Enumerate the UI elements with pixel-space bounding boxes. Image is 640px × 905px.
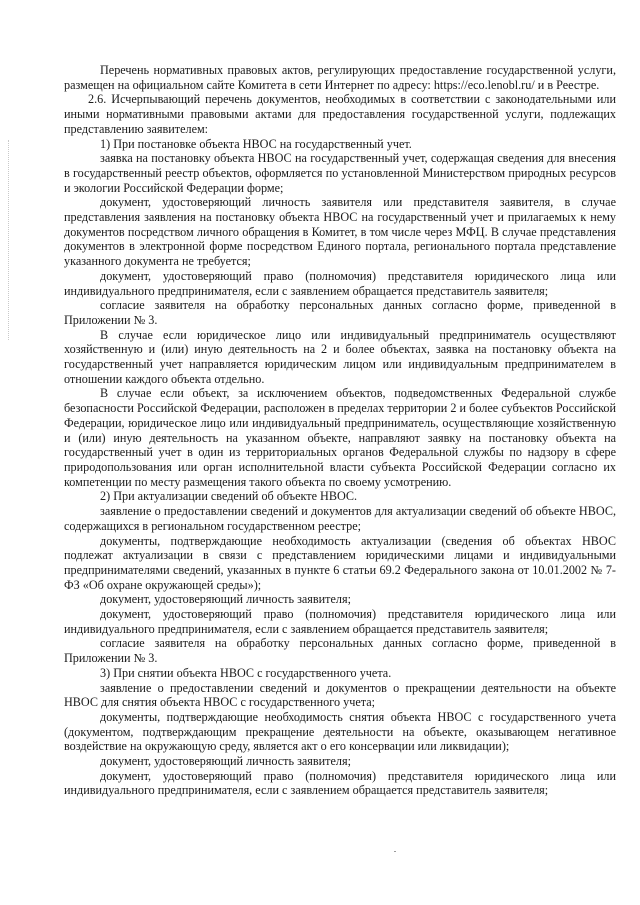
scan-artifact (394, 851, 396, 852)
paragraph: документы, подтверждающие необходимость снятия объекта НВОС с государственного учета (документом, подтверждающим прекращение деятельности на объекте, оказывающем негативное воздействие на окружающую среду, является акт о его консервации или ликвидации); (64, 709, 616, 754)
paragraph: документ, удостоверяющий личность заявителя; (100, 754, 351, 769)
paragraph: заявление о предоставлении сведений и документов для актуализации сведений об объекте НВОС, содержащихся в региональном государственном реестре; (64, 504, 616, 533)
paragraph: В случае если объект, за исключением объектов, подведомственных Федеральной службе безопасности Российской Федерации, расположен в пределах территории 2 и более субъектов Российской Федерации, юридическое лицо или индивидуальный предприниматель, осуществляющие хозяйственную и (или) иную деятельность на указанном объекте, направляют заявку на постановку объекта на государственный учет в один из территориальных органов Федеральной службы по надзору в сфере природопользования или орган исполнительной власти субъекта Российской Федерации согласно их компетенции по месту размещения такого объекта по своему усмотрению. (64, 386, 616, 489)
paragraph: В случае если юридическое лицо или индивидуальный предприниматель осуществляют хозяйственную и (или) иную деятельность на 2 и более объектах, заявка на постановку объекта на государственный учет направляется юридическим лицом или индивидуальным предпринимателем в отношении каждого объекта отдельно. (64, 327, 616, 386)
paragraph: документ, удостоверяющий право (полномочия) представителя юридического лица или индивидуального предпринимателя, если с заявлением обращается представитель заявителя; (64, 268, 616, 298)
paragraph-subsection: 2) При актуализации сведений об объекте НВОС. (100, 489, 358, 504)
paragraph: заявление о предоставлении сведений и документов о прекращении деятельности на объекте НВОС для снятия объекта НВОС с государственного учета; (64, 680, 616, 710)
paragraph: документ, удостоверяющий право (полномочия) представителя юридического лица или индивидуального предпринимателя, если с заявлением обращается представитель заявителя; (64, 607, 616, 636)
paragraph: документы, подтверждающие необходимость актуализации (сведения об объектах НВОС подлежат актуализации в связи с представлением юридическими лицами и индивидуальными предпринимателями сведений, указанных в пункте 6 статьи 69.2 Федерального закона от 10.01.2002 № 7-ФЗ «Об охране окружающей среды»); (64, 533, 616, 592)
paragraph-subsection: 1) При постановке объекта НВОС на государственный учет. (100, 136, 412, 151)
paragraph: согласие заявителя на обработку персональных данных согласно форме, приведенной в Приложении № 3. (64, 636, 616, 666)
paragraph: документ, удостоверяющий право (полномочия) представителя юридического лица или индивидуального предпринимателя, если с заявлением обращается представитель заявителя; (64, 768, 616, 798)
paragraph: согласие заявителя на обработку персональных данных согласно форме, приведенной в Приложении № 3. (64, 298, 616, 327)
paragraph-subsection: 3) При снятии объекта НВОС с государственного учета. (100, 665, 392, 680)
paragraph: заявка на постановку объекта НВОС на государственный учет, содержащая сведения для внесения в государственный реестр объектов, оформляется по установленной Министерством природных ресурсов и экологии Российской Федерации форме; (64, 151, 616, 195)
scan-binding-mark (8, 140, 10, 340)
paragraph: Перечень нормативных правовых актов, регулирующих предоставление государственной услуги, размещен на официальном сайте Комитета в сети Интернет по адресу: https://eco.lenobl.ru/ и в Реестре. (64, 63, 616, 92)
paragraph: документ, удостоверяющий личность заявителя; (100, 592, 351, 607)
paragraph-section-heading: 2.6. Исчерпывающий перечень документов, необходимых в соответствии с законодательными или иными нормативными правовыми актами для предоставления государственной услуги, подлежащих представлению заявителем: (64, 92, 616, 136)
document-body (64, 63, 616, 798)
paragraph: документ, удостоверяющий личность заявителя или представителя заявителя, в случае представления заявления на постановку объекта НВОС на государственный учет и прилагаемых к нему документов посредством личного обращения в Комитет, в том числе через МФЦ. В случае представления документов в электронной форме посредством Единого портала, регионального портала представление указанного документа не требуется; (64, 195, 616, 269)
